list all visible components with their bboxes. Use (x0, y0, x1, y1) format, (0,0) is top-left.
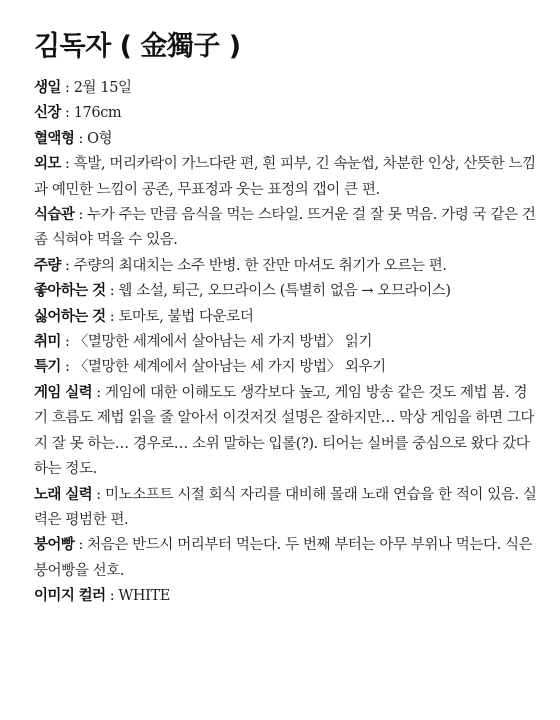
entry-value: 토마토, 불법 다운로더 (118, 308, 254, 325)
entry-appearance (34, 152, 540, 203)
entry-value: 웹 소설, 퇴근, 오므라이스 (특별히 없음 → 오므라이스) (118, 283, 451, 300)
entry-value: 흑발, 머리카락이 가느다란 편, 흰 피부, 긴 속눈썹, 차분한 인상, 산뜻한 느낌과 예민한 느낌이 공존, 무표정과 웃는 표정의 갭이 큰 편. (34, 156, 536, 198)
entry-bungeoppang (34, 533, 540, 584)
entry-value: O형 (87, 130, 113, 147)
entry-image-color (34, 584, 540, 609)
entry-separator: : (92, 384, 105, 401)
entry-blood-type (34, 127, 540, 152)
entry-value: 처음은 반드시 머리부터 먹는다. 두 번째 부터는 아무 부위나 먹는다. 식은 붕어빵을 선호. (34, 537, 533, 579)
entry-birthday (34, 76, 540, 101)
entry-value: 누가 주는 만큼 음식을 먹는 스타일. 뜨거운 걸 잘 못 먹음. 가령 국 같은 건 좀 식혀야 먹을 수 있음. (34, 207, 536, 249)
entry-separator: : (74, 537, 88, 554)
entry-label: 좋아하는 것 (34, 283, 106, 300)
profile-entries (34, 76, 540, 610)
entry-value: 176cm (73, 105, 122, 122)
entry-separator: : (60, 334, 74, 351)
entry-separator: : (105, 283, 119, 300)
entry-value: 미노소프트 시절 회식 자리를 대비해 몰래 노래 연습을 한 적이 있음. 실력은 평범한 편. (34, 486, 537, 528)
entry-value: 게임에 대한 이해도도 생각보다 높고, 게임 방송 같은 것도 제법 봄. 경기 흐름도 제법 읽을 줄 알아서 이것저것 설명은 잘하지만… 막상 게임을 하면 그다지 잘 못 하는… 경우로… 소위 말하는 입롤(?). 티어는 실버를 중심으로 왔다 갔다 하는 정도. (34, 384, 535, 478)
entry-separator: : (74, 207, 88, 224)
entry-alcohol-tolerance (34, 254, 540, 279)
entry-value: 2월 15일 (73, 80, 132, 96)
entry-separator: : (105, 308, 119, 325)
entry-hobby (34, 330, 540, 355)
entry-label: 외모 (34, 156, 61, 173)
entry-height (34, 101, 540, 126)
entry-value: 주량의 최대치는 소주 반병. 한 잔만 마셔도 취기가 오르는 편. (73, 257, 447, 274)
entry-separator: : (60, 80, 74, 96)
entry-separator: : (105, 588, 119, 605)
entry-separator: : (74, 130, 88, 147)
entry-label: 혈액형 (34, 130, 75, 147)
entry-eating-habits (34, 203, 540, 254)
entry-separator: : (60, 105, 74, 122)
entry-singing-skill (34, 483, 540, 534)
entry-label: 취미 (34, 334, 61, 351)
entry-value: 〈멸망한 세계에서 살아남는 세 가지 방법〉 읽기 (73, 334, 373, 351)
entry-separator: : (60, 156, 74, 173)
entry-likes (34, 279, 540, 304)
entry-separator: : (60, 359, 74, 376)
page-title: 김독자 ( 金獨子 ) (34, 31, 241, 62)
entry-special-skill (34, 355, 540, 380)
entry-separator: : (60, 257, 74, 274)
entry-label: 주량 (34, 257, 61, 274)
entry-label: 생일 (34, 80, 61, 96)
entry-label: 노래 실력 (34, 486, 93, 503)
entry-value: WHITE (118, 588, 170, 605)
entry-label: 싫어하는 것 (34, 308, 106, 325)
entry-label: 특기 (34, 359, 61, 376)
entry-separator: : (92, 486, 105, 503)
entry-label: 식습관 (34, 207, 75, 224)
entry-label: 이미지 컬러 (34, 588, 106, 605)
entry-value: 〈멸망한 세계에서 살아남는 세 가지 방법〉 외우기 (73, 359, 386, 376)
entry-label: 붕어빵 (34, 537, 75, 554)
entry-label: 게임 실력 (34, 384, 93, 401)
entry-dislikes (34, 305, 540, 330)
entry-label: 신장 (34, 105, 61, 122)
entry-gaming-skill (34, 381, 540, 483)
